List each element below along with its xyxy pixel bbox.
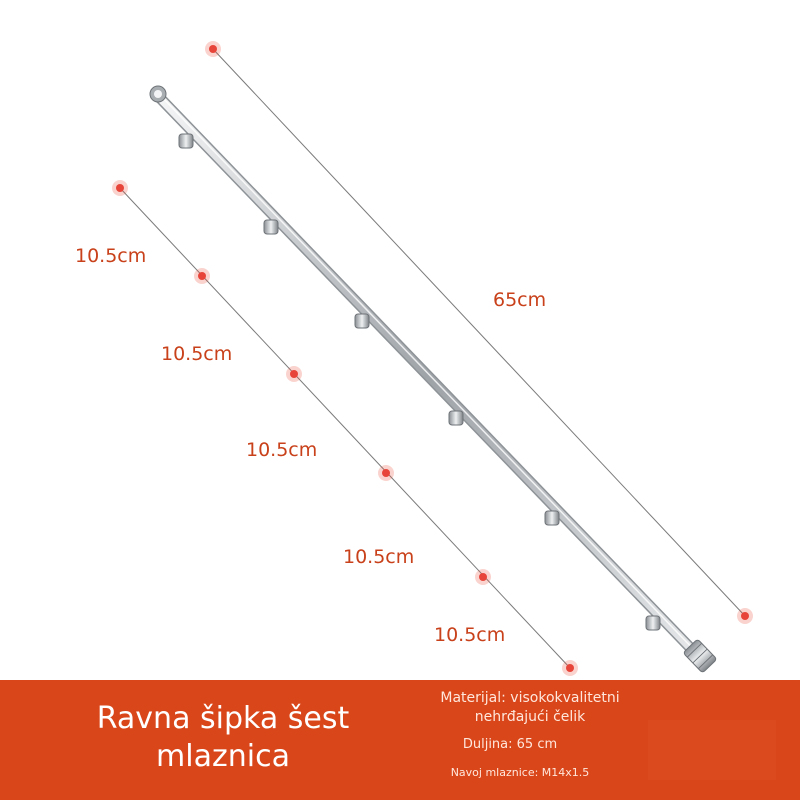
spacing-marker [290,370,298,378]
spacing-marker [479,573,487,581]
spacing-label: 10.5cm [246,439,318,461]
spacing-label: 10.5cm [161,343,233,365]
spacing-marker [382,469,390,477]
total-length-start-marker [209,45,217,53]
nozzle [545,511,559,525]
nozzle [179,134,193,148]
spacing-marker [198,272,206,280]
spacing-marker [116,184,124,192]
total-length-label: 65cm [493,289,547,311]
rod-end-cap [150,86,166,102]
spacing-marker [566,664,574,672]
nozzle-spacing-guide [75,180,578,676]
total-length-line [213,49,745,616]
spacing-label: 10.5cm [434,624,506,646]
spec-length: Duljina: 65 cm [462,737,558,752]
spacing-label: 10.5cm [343,546,415,568]
spec-thread: Navoj mlaznice: M14x1.5 [450,766,590,779]
product-title: Ravna šipka šest mlaznica [96,701,350,774]
nozzle [646,616,660,630]
spec-material: Materijal: visokokvalitetni nehrđajući čelik [440,690,620,725]
nozzle [264,220,278,234]
banner-decoration [648,720,776,780]
total-length-guide [205,41,753,624]
nozzle-spacing-line [120,188,570,668]
nozzle [355,314,369,328]
spacing-label: 10.5cm [75,245,147,267]
spray-rod [150,86,717,673]
total-length-end-marker [741,612,749,620]
nozzle [449,411,463,425]
